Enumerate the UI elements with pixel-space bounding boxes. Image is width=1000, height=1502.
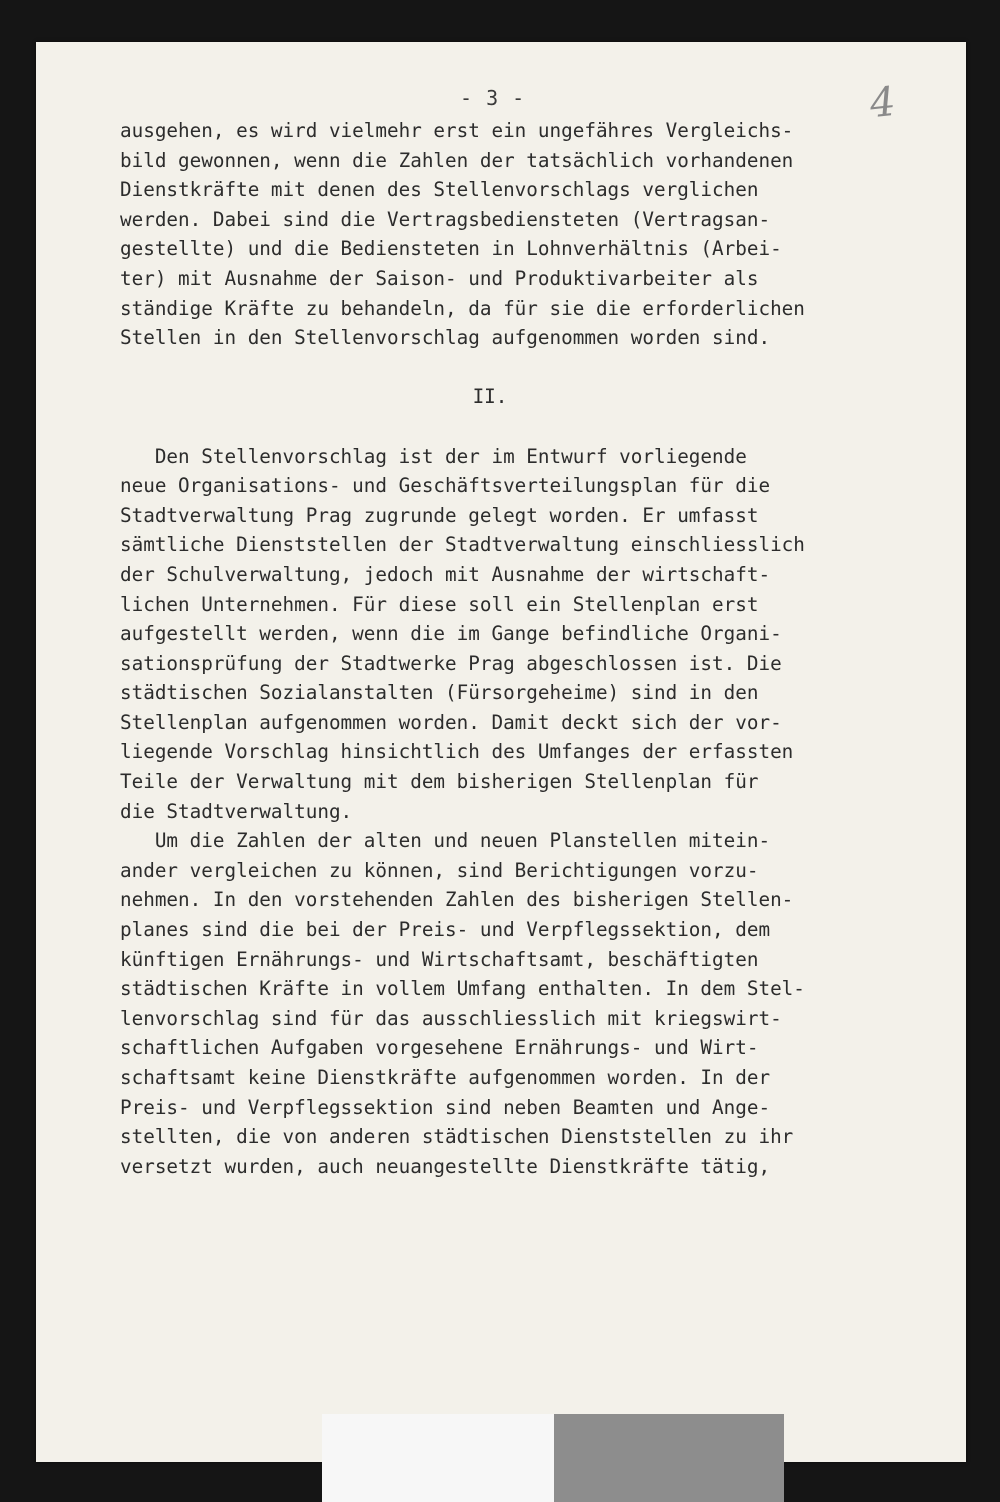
text-line: städtischen Kräfte in vollem Umfang enthalten. In dem Stel- bbox=[120, 977, 805, 1001]
text-line: nehmen. In den vorstehenden Zahlen des bisherigen Stellen- bbox=[120, 888, 794, 912]
text-line: schaftlichen Aufgaben vorgesehene Ernährungs- und Wirt- bbox=[120, 1036, 759, 1060]
text-line: ander vergleichen zu können, sind Berichtigungen vorzu- bbox=[120, 858, 759, 882]
text-line: aufgestellt werden, wenn die im Gange befindliche Organi- bbox=[120, 622, 782, 646]
text-line: die Stadtverwaltung. bbox=[120, 799, 353, 823]
text-line: Stellen in den Stellenvorschlag aufgenommen worden sind. bbox=[120, 326, 771, 350]
text-line: ter) mit Ausnahme der Saison- und Produktivarbeiter als bbox=[120, 266, 759, 290]
page-number: - 3 - bbox=[460, 86, 526, 110]
text-line: lenvorschlag sind für das ausschliesslich mit kriegswirt- bbox=[120, 1006, 782, 1030]
paragraph-1 bbox=[120, 116, 860, 353]
section-heading: II. bbox=[472, 385, 508, 409]
text-line: Den Stellenvorschlag ist der im Entwurf vorliegende bbox=[120, 444, 747, 468]
text-line: Stellenplan aufgenommen worden. Damit deckt sich der vor- bbox=[120, 710, 782, 734]
text-line: städtischen Sozialanstalten (Fürsorgeheime) sind in den bbox=[120, 681, 759, 705]
text-line: Stadtverwaltung Prag zugrunde gelegt worden. Er umfasst bbox=[120, 503, 759, 527]
text-line: schaftsamt keine Dienstkräfte aufgenommen worden. In der bbox=[120, 1066, 771, 1089]
text-line: planes sind die bei der Preis- und Verpflegssektion, dem bbox=[120, 918, 771, 942]
text-line: stellten, die von anderen städtischen Dienststellen zu ihr bbox=[120, 1125, 794, 1149]
document-body bbox=[120, 116, 860, 1181]
text-line: Teile der Verwaltung mit dem bisherigen Stellenplan für bbox=[120, 770, 759, 794]
text-line: Dienstkräfte mit denen des Stellenvorschlags verglichen bbox=[120, 178, 759, 202]
text-line: sationsprüfung der Stadtwerke Prag abgeschlossen ist. Die bbox=[120, 651, 782, 675]
text-line: liegende Vorschlag hinsichtlich des Umfanges der erfassten bbox=[120, 740, 794, 764]
paragraph-2 bbox=[120, 442, 860, 827]
spacer bbox=[120, 412, 860, 442]
text-line: gestellte) und die Bediensteten in Lohnverhältnis (Arbei- bbox=[120, 237, 782, 261]
gray-calibration-patch bbox=[554, 1414, 784, 1502]
spacer bbox=[120, 353, 860, 383]
text-line: der Schulverwaltung, jedoch mit Ausnahme der wirtschaft- bbox=[120, 562, 771, 586]
text-line: Preis- und Verpflegssektion sind neben Beamten und Ange- bbox=[120, 1095, 771, 1119]
text-line: werden. Dabei sind die Vertragsbediensteten (Vertragsan- bbox=[120, 207, 771, 231]
text-line: künftigen Ernährungs- und Wirtschaftsamt, beschäftigten bbox=[120, 947, 759, 971]
text-line: ausgehen, es wird vielmehr erst ein ungefähres Vergleichs- bbox=[120, 119, 794, 142]
text-line: bild gewonnen, wenn die Zahlen der tatsächlich vorhandenen bbox=[120, 148, 794, 172]
text-line: lichen Unternehmen. Für diese soll ein Stellenplan erst bbox=[120, 592, 759, 616]
text-line: versetzt wurden, auch neuangestellte Dienstkräfte tätig, bbox=[120, 1154, 771, 1178]
text-line: sämtliche Dienststellen der Stadtverwaltung einschliesslich bbox=[120, 533, 805, 557]
text-line: neue Organisations- und Geschäftsverteilungsplan für die bbox=[120, 474, 771, 498]
text-line: Um die Zahlen der alten und neuen Planstellen mitein- bbox=[120, 829, 771, 853]
paragraph-3 bbox=[120, 826, 860, 1181]
white-calibration-patch bbox=[322, 1414, 554, 1502]
handwritten-folio-number: 4 bbox=[867, 78, 898, 128]
text-line: ständige Kräfte zu behandeln, da für sie die erforderlichen bbox=[120, 296, 805, 320]
